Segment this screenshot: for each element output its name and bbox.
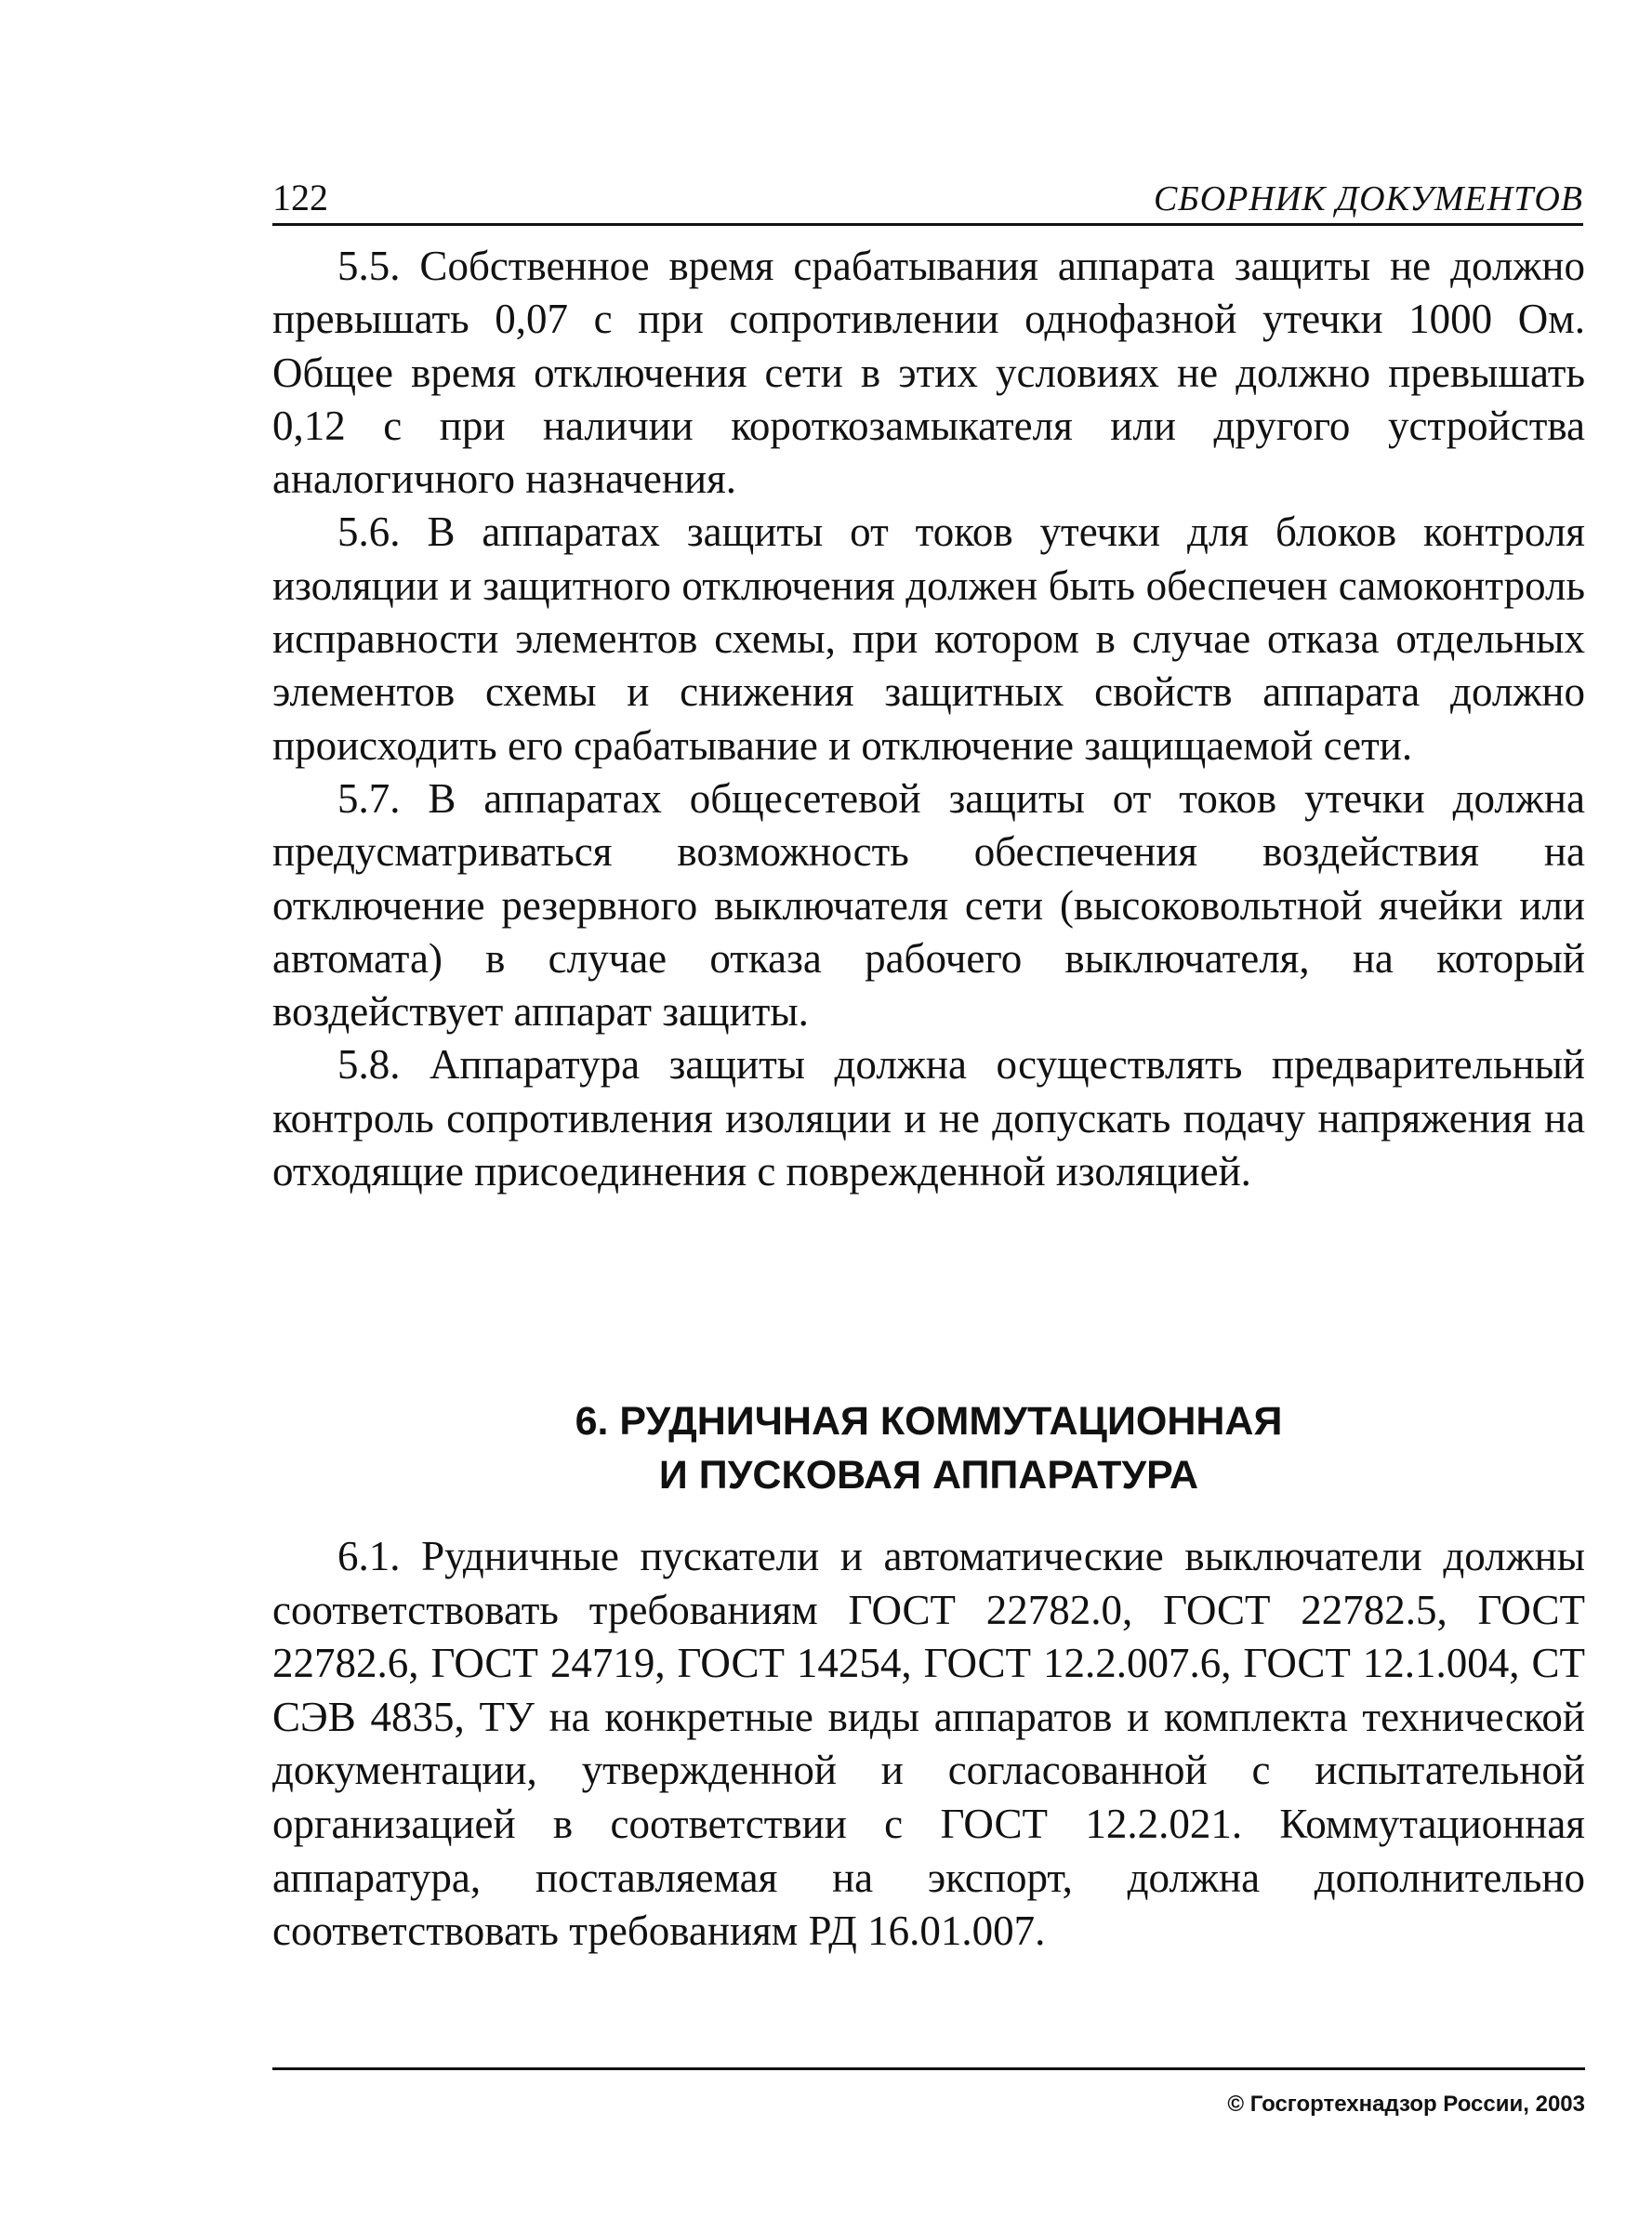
section-text <box>272 1530 1585 1959</box>
section-heading <box>272 1394 1585 1502</box>
running-title: СБОРНИК ДОКУМЕНТОВ <box>1153 179 1583 218</box>
paragraph-6-1: 6.1. Рудничные пускатели и автоматические выключатели должны соответствовать требованиям ГОСТ 22782.0, ГОСТ 22782.5, ГОСТ 22782.6, ГОСТ 24719, ГОСТ 14254, ГОСТ 12.2.007.6, ГОСТ 12.1.004, СТ СЭВ 4835, ТУ на конкретные виды аппаратов и комплекта технической документации, утвержденной и согласованной с испытательной организацией в соответствии с ГОСТ 12.2.021. Коммутационная аппаратура, поставляемая на экспорт, должна дополнительно соответствовать требованиям РД 16.01.007. <box>272 1533 1585 1955</box>
body-text <box>272 240 1585 1198</box>
footer-copyright: © Госгортехнадзор России, 2003 <box>1227 2092 1585 2117</box>
paragraph-5-6: 5.6. В аппаратах защиты от токов утечки для блоков контроля изоляции и защитного отключения должен быть обеспечен самоконтроль исправности элементов схемы, при котором в случае отказа отдельных элементов схемы и снижения защитных свойств аппарата должно происходить его срабатывание и отключение защищаемой сети. <box>272 508 1585 769</box>
page-number: 122 <box>272 177 328 218</box>
paragraph-5-5: 5.5. Собственное время срабатывания аппарата защиты не должно превышать 0,07 с при сопротивлении однофазной утечки 1000 Ом. Общее время отключения сети в этих условиях не должно превышать 0,12 с при наличии короткозамыкателя или другого устройства аналогичного назначения. <box>272 243 1585 503</box>
page-header <box>272 177 1583 226</box>
paragraph-5-7: 5.7. В аппаратах общесетевой защиты от токов утечки должна предусматриваться возможность обеспечения воздействия на отключение резервного выключателя сети (высоковольтной ячейки или автомата) в случае отказа рабочего выключателя, на который воздействует аппарат защиты. <box>272 774 1585 1036</box>
section-heading-line-1: 6. РУДНИЧНАЯ КОММУТАЦИОННАЯ <box>575 1399 1283 1444</box>
paragraph-5-8: 5.8. Аппаратура защиты должна осуществлять предварительный контроль сопротивления изоляции и не допускать подачу напряжения на отходящие присоединения с поврежденной изоляцией. <box>272 1041 1585 1195</box>
footer-divider <box>272 2067 1585 2070</box>
section-heading-line-2: И ПУСКОВАЯ АППАРАТУРА <box>658 1453 1199 1498</box>
